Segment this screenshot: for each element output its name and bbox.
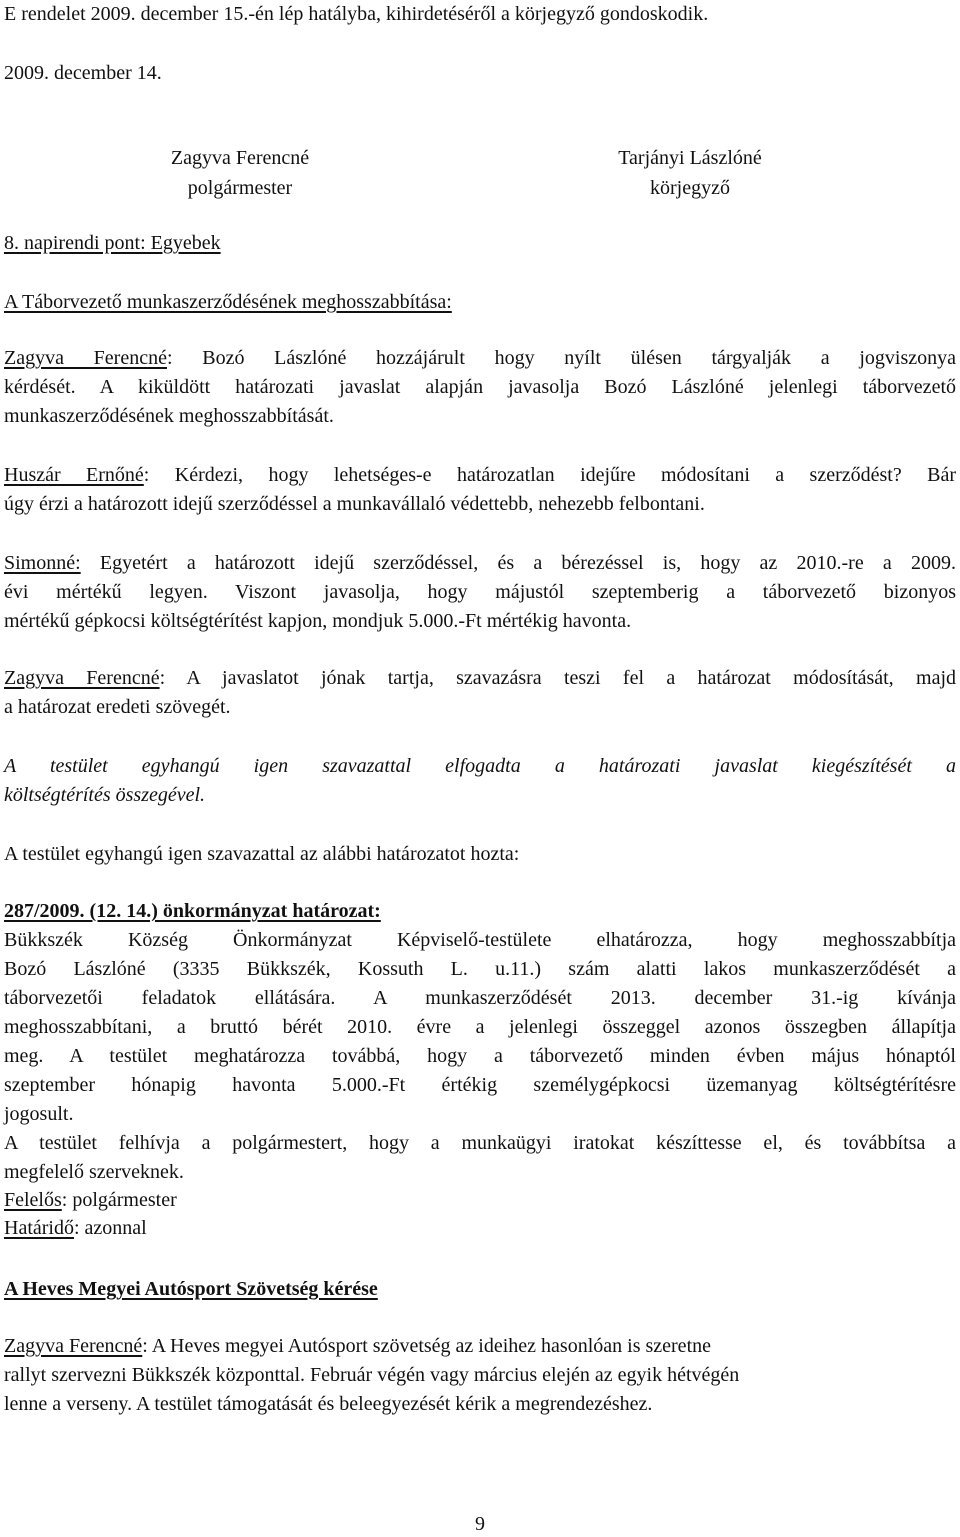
- para3-line2: évi mértékű legyen. Viszont javasolja, hogy májustól szeptemberig a táborvezető bizonyos: [4, 581, 956, 603]
- section2-heading-text: A Heves Megyei Autósport Szövetség kérése: [4, 1278, 378, 1300]
- para4-line1: [4, 666, 956, 690]
- deadline-line: [4, 1216, 956, 1240]
- agenda-subheading-text: A Táborvezető munkaszerződésének meghosszabbítása:: [4, 291, 452, 313]
- responsible-value: : polgármester: [61, 1189, 177, 1211]
- para1-line1: [4, 346, 956, 370]
- section2-line1: [4, 1334, 956, 1358]
- para2-line1: [4, 463, 956, 487]
- vote1-line1: A testület egyhangú igen szavazattal elfogadta a határozati javaslat kiegészítését a: [4, 755, 956, 777]
- agenda-heading: [4, 231, 956, 255]
- section2-heading: [4, 1277, 956, 1301]
- para1-line1-text: : Bozó Lászlóné hozzájárult hogy nyílt ülésen tárgyalják a jogviszonya: [166, 347, 956, 369]
- deadline-value: : azonnal: [73, 1217, 147, 1239]
- para1-line2: kérdését. A kiküldött határozati javaslat alapján javasolja Bozó Lászlóné jelenlegi táborvezető: [4, 376, 956, 398]
- resolution-number-text: 287/2009. (12. 14.) önkormányzat határozat:: [4, 900, 381, 922]
- para1-line3: munkaszerződésének meghosszabbítását.: [4, 405, 334, 427]
- resolution-line: meg. A testület meghatározza továbbá, hogy a táborvezető minden évben május hónaptól: [4, 1045, 956, 1067]
- para1-speaker: Zagyva Ferencné: [4, 347, 167, 369]
- resolution-call-line2: megfelelő szerveknek.: [4, 1161, 184, 1183]
- responsible-label: Felelős: [4, 1189, 62, 1211]
- signature-right-title: körjegyző: [650, 177, 730, 199]
- resolution-call-line1: A testület felhívja a polgármestert, hogy a munkaügyi iratokat készíttesse el, és továbbítsa a: [4, 1132, 956, 1154]
- section2-line2: rallyt szervezni Bükkszék központtal. Február végén vagy március elején az egyik hétvégén: [4, 1364, 740, 1386]
- para3-line1-text: Egyetért a határozott idejű szerződéssel, és a bérezéssel is, hogy az 2010.-re a 2009.: [80, 552, 956, 574]
- resolution-line: meghosszabbítani, a bruttó bérét 2010. évre a jelenlegi összeggel azonos összegben állapítja: [4, 1016, 956, 1038]
- para4-line1-text: : A javaslatot jónak tartja, szavazásra teszi fel a határozat módosítását, majd: [159, 667, 956, 689]
- para2-speaker: Huszár Ernőné: [4, 464, 144, 486]
- signature-left: [90, 143, 390, 203]
- signature-right-name: Tarjányi Lászlóné: [618, 147, 762, 169]
- resolution-line: Bozó Lászlóné (3335 Bükkszék, Kossuth L. u.11.) szám alatti lakos munkaszerződését a: [4, 958, 956, 980]
- resolution-line: szeptember hónapig havonta 5.000.-Ft értékig személygépkocsi üzemanyag költségtérítésre: [4, 1074, 956, 1096]
- agenda-subheading: [4, 290, 956, 314]
- signature-left-title: polgármester: [187, 177, 293, 199]
- vote2-line: A testület egyhangú igen szavazattal az alábbi határozatot hozta:: [4, 843, 520, 865]
- section2-speaker: Zagyva Ferencné: [4, 1335, 143, 1357]
- signature-right: [540, 143, 840, 203]
- deadline-label: Határidő: [4, 1217, 74, 1239]
- responsible-line: [4, 1188, 956, 1212]
- para4-line2: a határozat eredeti szövegét.: [4, 696, 231, 718]
- para2-line2: úgy érzi a határozott idejű szerződéssel a munkavállaló védettebb, nehezebb felbontani.: [4, 493, 705, 515]
- resolution-line: táborvezetői feladatok ellátására. A munkaszerződését 2013. december 31.-ig kívánja: [4, 987, 956, 1009]
- intro-line: E rendelet 2009. december 15.-én lép hatályba, kihirdetéséről a körjegyző gondoskodik.: [4, 3, 709, 25]
- resolution-line: Bükkszék Község Önkormányzat Képviselő-testülete elhatározza, hogy meghosszabbítja: [4, 929, 956, 951]
- para3-speaker: Simonné:: [4, 552, 81, 574]
- para3-line3: mértékű gépkocsi költségtérítést kapjon, mondjuk 5.000.-Ft mértékig havonta.: [4, 610, 632, 632]
- signature-left-name: Zagyva Ferencné: [170, 147, 310, 169]
- para2-line1-text: : Kérdezi, hogy lehetséges-e határozatlan idejűre módosítani a szerződést? Bár: [143, 464, 956, 486]
- section2-line1-text: : A Heves megyei Autósport szövetség az ideihez hasonlóan is szeretne: [142, 1335, 711, 1357]
- resolution-number: [4, 899, 956, 923]
- agenda-heading-text: 8. napirendi pont: Egyebek: [4, 232, 221, 254]
- para4-speaker: Zagyva Ferencné: [4, 667, 160, 689]
- document-date: 2009. december 14.: [4, 62, 162, 84]
- resolution-last-line: jogosult.: [4, 1103, 74, 1125]
- page-number: 9: [475, 1513, 485, 1535]
- vote1-line2: költségtérítés összegével.: [4, 784, 206, 806]
- para3-line1: [4, 551, 956, 575]
- section2-line3: lenne a verseny. A testület támogatását és beleegyezését kérik a megrendezéshez.: [4, 1393, 653, 1415]
